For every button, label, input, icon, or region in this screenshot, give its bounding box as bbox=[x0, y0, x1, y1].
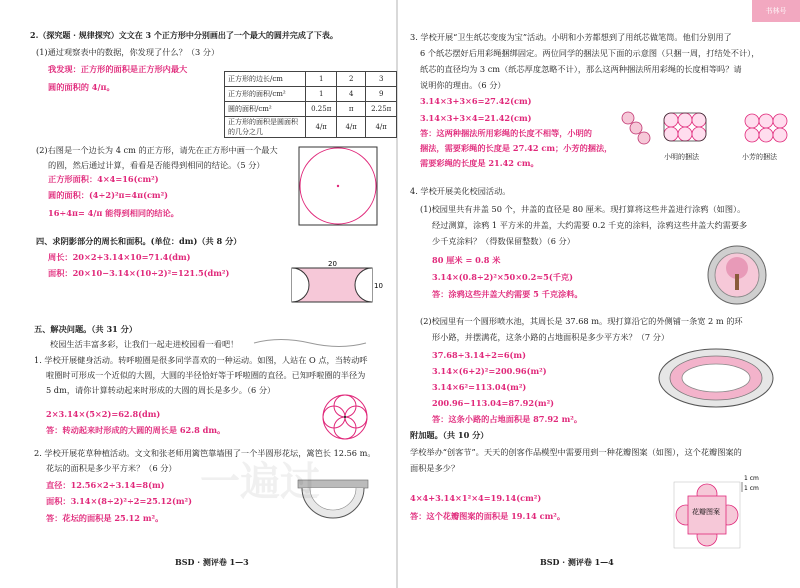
table-cell: 3 bbox=[366, 72, 397, 87]
bonus-text-a: 学校举办“创客节”。天天的创客作品模型中需要用到一种花瓣图案（如图），这个花瓣图案的 bbox=[410, 447, 742, 457]
table-row-label: 正方形的边长/cm bbox=[225, 72, 306, 87]
q2b-text-b: 花坛的面积是多少平方米？（6 分） bbox=[46, 463, 177, 473]
fountain-ring-figure bbox=[656, 346, 776, 410]
q4-1-text-b: 经过测算，涂鸦 1 平方米的井盖，大约需要 0.2 千克的涂料，涂鸦这些井盖大约需要多 bbox=[432, 220, 748, 230]
table-cell: π bbox=[337, 102, 366, 117]
decorative-banner bbox=[250, 336, 370, 350]
table-cell: 2.25π bbox=[366, 102, 397, 117]
q1-answer-2: 答：转动起来时形成的大圆的周长是 62.8 dm。 bbox=[46, 425, 226, 435]
bonus-answer-2: 答：这个花瓣图案的面积是 19.14 cm²。 bbox=[410, 511, 566, 521]
q2b-text-a: 2. 学校开展花草种植活动。文文和张老师用篱笆靠墙围了一个半圆形花坛，篱笆长 12.56 m。 bbox=[34, 448, 376, 458]
table-row bbox=[225, 87, 397, 102]
table-cell: 1 bbox=[306, 72, 337, 87]
q3-answer-4: 捆法，需要彩绳的长度是 27.42 cm；小芳的捆法， bbox=[420, 143, 613, 153]
q3-text-c: 纸芯的直径均为 3 cm（纸芯厚度忽略不计），那么这两种捆法所用彩绳的长度相等吗？请 bbox=[420, 64, 742, 74]
section5-subtitle: 校园生活丰富多彩，让我们一起走进校园看一看吧！ bbox=[50, 339, 239, 349]
table-cell: 4/π bbox=[337, 117, 366, 138]
manhole-graffiti-figure bbox=[706, 244, 768, 306]
q2-part2-a: (2)右图是一个边长为 4 cm 的正方形，请先在正方形中画一个最大 bbox=[36, 145, 278, 155]
q3-text-b: 6 个纸芯摆好后用彩绳捆绑固定。两位同学的捆法见下面的示意图（只捆一周，打结处不计）， bbox=[420, 48, 760, 58]
q3-answer-1: 3.14×3+3×6=27.42(cm) bbox=[420, 96, 532, 106]
table-row bbox=[225, 72, 397, 87]
shaded-rectangle-figure bbox=[290, 258, 385, 306]
tube-stack-icon bbox=[618, 108, 658, 148]
q2-part1: (1)通过观察表中的数据，你发现了什么？（3 分） bbox=[36, 47, 220, 57]
q4-2-answer-3: 3.14×6²=113.04(m²) bbox=[432, 382, 527, 392]
q3-answer-5: 需要彩绳的长度是 21.42 cm。 bbox=[420, 158, 539, 168]
q2-part2-answer-3: 16÷4π= 4/π 能得到相同的结论。 bbox=[48, 208, 179, 218]
q3-text-a: 3. 学校开展“卫生纸芯变废为宝”活动。小明和小芳都想到了用纸芯做笔筒。他们分别用了 bbox=[410, 32, 732, 42]
paper-tube-bundles-figure bbox=[662, 108, 790, 148]
q1-answer-1: 2×3.14×(5×2)=62.8(dm) bbox=[46, 409, 161, 419]
table-cell: 2 bbox=[337, 72, 366, 87]
bonus-text-b: 面积是多少？ bbox=[410, 463, 460, 473]
table-cell: 4/π bbox=[366, 117, 397, 138]
q4-1-text-c: 少千克涂料？（得数保留整数）（6 分） bbox=[432, 236, 575, 246]
table-row-label: 正方形的面积是圆面积的几分之几 bbox=[225, 117, 306, 138]
hula-hoop-figure bbox=[320, 392, 370, 442]
q3-answer-3: 答：这两种捆法所用彩绳的长度不相等，小明的 bbox=[420, 128, 592, 138]
q2-part2-answer-1: 正方形面积：4×4=16(cm²) bbox=[48, 174, 159, 184]
right-footer: BSD · 测评卷 1—4 bbox=[540, 557, 614, 567]
petal-dim-label-2: 1 cm bbox=[744, 485, 759, 492]
table-row bbox=[225, 102, 397, 117]
watermark: 一遍过 bbox=[200, 458, 320, 505]
q4-2-answer-4: 200.96−113.04=87.92(m²) bbox=[432, 398, 555, 408]
section4-title: 四、求阴影部分的周长和面积。(单位：dm)（共 8 分） bbox=[36, 236, 242, 246]
q3-caption-ming: 小明的捆法 bbox=[664, 153, 699, 161]
q2-title: 2.（探究题 · 规律探究）文文在 3 个正方形中分别画出了一个最大的圆并完成了下表。 bbox=[30, 30, 338, 40]
q2-part2-answer-2: 圆的面积：(4÷2)²π=4π(cm²) bbox=[48, 190, 169, 200]
petal-figure-label: 花瓣图案 bbox=[692, 508, 720, 516]
table-row bbox=[225, 117, 397, 138]
q4-2-answer-1: 37.68÷3.14÷2=6(m) bbox=[432, 350, 526, 360]
corner-tag: 书林号 bbox=[752, 0, 800, 22]
table-cell: 9 bbox=[366, 87, 397, 102]
section5-title: 五、解决问题。（共 31 分） bbox=[34, 324, 138, 334]
q3-caption-fang: 小芳的捆法 bbox=[742, 153, 777, 161]
right-page bbox=[400, 0, 800, 588]
q1-text-b: 啦圈时可形成一个近似的大圆，大圆的半径恰好等于呼啦圈的直径。已知呼啦圈的半径为 bbox=[46, 370, 366, 380]
square-circle-table bbox=[224, 71, 397, 138]
section4-answer-perimeter: 周长：20×2+3.14×10=71.4(dm) bbox=[48, 252, 191, 262]
q4-2-answer-2: 3.14×(6+2)²=200.96(m²) bbox=[432, 366, 547, 376]
left-page bbox=[0, 0, 397, 588]
q2-part2-b: 的圆，然后通过计算，看看是否能得到相同的结论。（5 分） bbox=[48, 160, 265, 170]
q2b-answer-1: 直径：12.56×2÷3.14=8(m) bbox=[46, 480, 165, 490]
table-cell: 0.25π bbox=[306, 102, 337, 117]
figure-top-label: 20 bbox=[328, 260, 337, 268]
q1-text-c: 5 dm，请你计算转动起来时形成的大圆的周长是多少。（6 分） bbox=[46, 385, 276, 395]
q4-1-answer-3: 答：涂鸦这些井盖大约需要 5 千克涂料。 bbox=[432, 289, 583, 299]
table-cell: 4/π bbox=[306, 117, 337, 138]
bonus-title: 附加题。（共 10 分） bbox=[410, 430, 489, 440]
petal-pattern-figure bbox=[670, 472, 774, 552]
q2b-answer-2: 面积：3.14×(8÷2)²÷2=25.12(m²) bbox=[46, 496, 193, 506]
table-row-label: 圆的面积/cm² bbox=[225, 102, 306, 117]
q4-title: 4. 学校开展美化校园活动。 bbox=[410, 186, 511, 196]
square-with-circle-figure bbox=[298, 146, 378, 226]
q2-part1-answer-b: 圆的面积的 4/π。 bbox=[48, 82, 115, 92]
q4-1-text-a: (1)校园里共有井盖 50 个，井盖的直径是 80 厘米。现打算将这些井盖进行涂鸦（如图）。 bbox=[420, 204, 746, 214]
section4-answer-area: 面积：20×10−3.14×(10÷2)²=121.5(dm²) bbox=[48, 268, 230, 278]
q4-1-answer-2: 3.14×(0.8÷2)²×50×0.2≈5(千克) bbox=[432, 272, 573, 282]
q4-2-text-a: (2)校园里有一个圆形喷水池，其周长是 37.68 m。现打算沿它的外侧铺一条宽 2 m 的环 bbox=[420, 316, 743, 326]
left-footer: BSD · 测评卷 1—3 bbox=[175, 557, 249, 567]
figure-side-label: 10 bbox=[374, 282, 383, 290]
q4-1-answer-1: 80 厘米 = 0.8 米 bbox=[432, 255, 501, 265]
q1-text-a: 1. 学校开展健身活动。转呼啦圈是很多同学喜欢的一种运动。如图，人站在 O 点，当转动呼 bbox=[34, 355, 368, 365]
q4-2-text-b: 形小路，并摆满花，这条小路的占地面积是多少平方米？（7 分） bbox=[432, 332, 670, 342]
table-cell: 4 bbox=[337, 87, 366, 102]
table-cell: 1 bbox=[306, 87, 337, 102]
petal-dim-label-1: 1 cm bbox=[744, 475, 759, 482]
q3-answer-2: 3.14×3+3×4=21.42(cm) bbox=[420, 113, 532, 123]
bonus-answer-1: 4×4+3.14×1²×4=19.14(cm²) bbox=[410, 493, 542, 503]
q2-part1-answer-a: 我发现：正方形的面积是正方形内最大 bbox=[48, 64, 188, 74]
q3-text-d: 说明你的理由。（6 分） bbox=[420, 80, 506, 90]
q4-2-answer-5: 答：这条小路的占地面积是 87.92 m²。 bbox=[432, 414, 583, 424]
table-row-label: 正方形的面积/cm² bbox=[225, 87, 306, 102]
q2b-answer-3: 答：花坛的面积是 25.12 m²。 bbox=[46, 513, 164, 523]
